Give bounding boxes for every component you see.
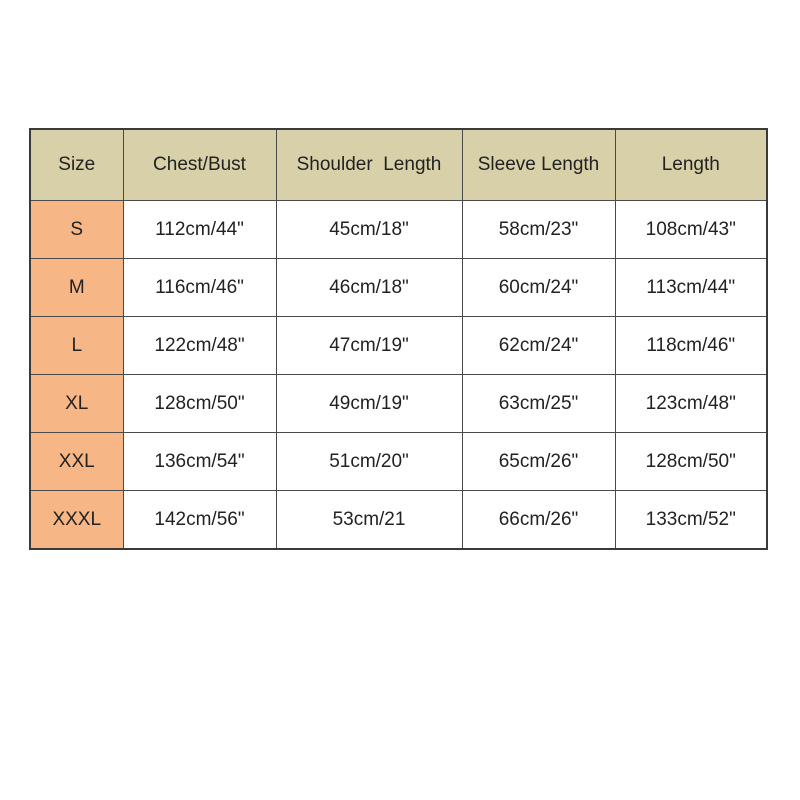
sleeve-cell: 63cm/25" [462,375,615,433]
sleeve-cell: 62cm/24" [462,317,615,375]
length-cell: 108cm/43" [615,201,767,259]
chest-cell: 128cm/50" [123,375,276,433]
header-shoulder-length: Shoulder Length [276,129,462,201]
table-row [30,433,767,491]
chest-cell: 142cm/56" [123,491,276,550]
table-row [30,491,767,550]
size-cell: L [30,317,123,375]
shoulder-cell: 45cm/18" [276,201,462,259]
size-cell: XL [30,375,123,433]
size-cell: XXL [30,433,123,491]
sleeve-cell: 66cm/26" [462,491,615,550]
shoulder-cell: 53cm/21 [276,491,462,550]
header-length: Length [615,129,767,201]
table-row [30,201,767,259]
size-cell: S [30,201,123,259]
chest-cell: 116cm/46" [123,259,276,317]
size-chart-table [29,128,768,550]
chest-cell: 112cm/44" [123,201,276,259]
size-cell: XXXL [30,491,123,550]
length-cell: 128cm/50" [615,433,767,491]
length-cell: 123cm/48" [615,375,767,433]
chest-cell: 122cm/48" [123,317,276,375]
table-row [30,375,767,433]
shoulder-cell: 46cm/18" [276,259,462,317]
sleeve-cell: 60cm/24" [462,259,615,317]
header-row [30,129,767,201]
table-row [30,317,767,375]
sleeve-cell: 58cm/23" [462,201,615,259]
shoulder-cell: 49cm/19" [276,375,462,433]
length-cell: 133cm/52" [615,491,767,550]
table-row [30,259,767,317]
header-size: Size [30,129,123,201]
size-cell: M [30,259,123,317]
chest-cell: 136cm/54" [123,433,276,491]
shoulder-cell: 51cm/20" [276,433,462,491]
length-cell: 118cm/46" [615,317,767,375]
header-sleeve-length: Sleeve Length [462,129,615,201]
sleeve-cell: 65cm/26" [462,433,615,491]
shoulder-cell: 47cm/19" [276,317,462,375]
header-chest-bust: Chest/Bust [123,129,276,201]
length-cell: 113cm/44" [615,259,767,317]
